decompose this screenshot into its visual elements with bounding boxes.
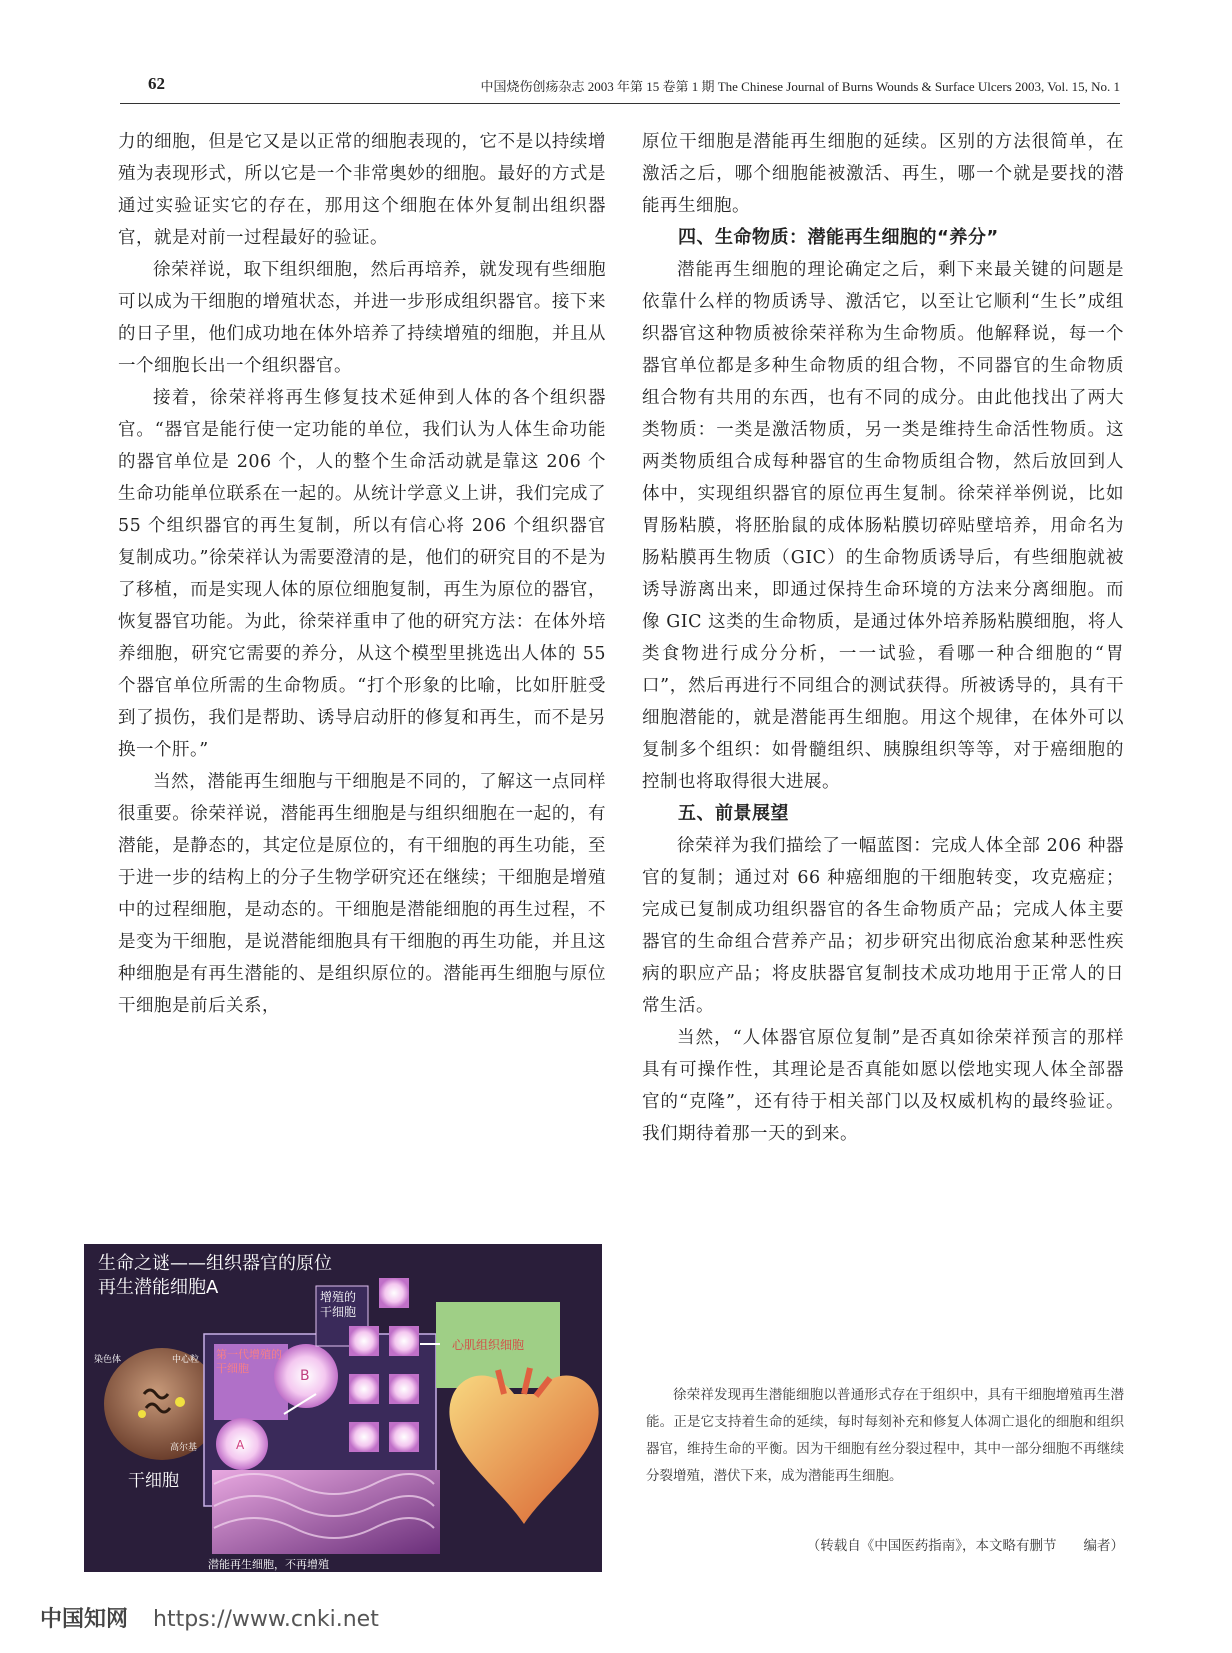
tissue-panel — [212, 1470, 440, 1554]
label-b: B — [300, 1368, 310, 1384]
label-bottom-caption: 潜能再生细胞，不再增殖 — [208, 1558, 329, 1571]
left-column — [118, 126, 606, 1022]
figure-caption: 徐荣祥发现再生潜能细胞以普通形式存在于组织中，具有干细胞增殖再生潜能。正是它支持着生命的延续，每时每刻补充和修复人体凋亡退化的细胞和组织器官，维持生命的平衡。因为干细胞有丝分裂过程中，其中一部分细胞不再继续分裂增殖，潜伏下来，成为潜能再生细胞。 — [646, 1387, 1124, 1484]
cnki-watermark — [40, 1602, 379, 1633]
label-proliferating-stem-cell: 增殖的干细胞 — [320, 1290, 357, 1319]
paragraph: 原位干细胞是潜能再生细胞的延续。区别的方法很简单，在激活之后，哪个细胞能被激活、再生，哪一个就是要找的潜能再生细胞。 — [642, 132, 1124, 216]
page-number: 62 — [148, 74, 165, 93]
label-a: A — [236, 1438, 245, 1452]
journal-running-head: 中国烧伤创疡杂志 2003 年第 15 卷第 1 期 The Chinese Journal of Burns Wounds & Surface Ulcers 2003, Vol. 15, No. 1 — [480, 79, 1120, 94]
paragraph: 当然，“人体器官原位复制”是否真如徐荣祥预言的那样具有可操作性，其理论是否真能如愿以偿地实现人体全部器官的“克隆”，还有待于相关部门以及权威机构的最终验证。我们期待着那一天的到来。 — [642, 1028, 1124, 1144]
paragraph: 接着，徐荣祥将再生修复技术延伸到人体的各个组织器官。“器官是能行使一定功能的单位，我们认为人体生命功能的器官单位是 206 个，人的整个生命活动就是靠这 206 个生命功能单位联系在一起的。从统计学意义上讲，我们完成了 55 个组织器官的再生复制，所以有信心将 206 个组织器官复制成功。”徐荣祥认为需要澄清的是，他们的研究目的不是为了移植，而是实现人体的原位细胞复制，再生为原位的器官，恢复器官功能。为此，徐荣祥重申了他的研究方法：在体外培养细胞，研究它需要的养分，从这个模型里挑选出人体的 55 个器官单位所需的生命物质。“打个形象的比喻，比如肝脏受到了损伤，我们是帮助、诱导启动肝的修复和再生，而不是另换一个肝。” — [118, 388, 606, 760]
paragraph: 潜能再生细胞的理论确定之后，剩下来最关键的问题是依靠什么样的物质诱导、激活它，以至让它顺利“生长”成组织器官这种物质被徐荣祥称为生命物质。他解释说，每一个器官单位都是多种生命物质的组合物，不同器官的生命物质组合物有共用的东西，也有不同的成分。由此他找出了两大类物质：一类是激活物质，另一类是维持生命活性物质。这两类物质组合成每种器官的生命物质组合物，然后放回到人体中，实现组织器官的原位再生复制。徐荣祥举例说，比如胃肠粘膜，将胚胎鼠的成体肠粘膜切碎贴壁培养，用命名为肠粘膜再生物质（GIC）的生命物质诱导后，有些细胞就被诱导游离出来，即通过保持生命环境的方法来分离细胞。而像 GIC 这类的生命物质，是通过体外培养肠粘膜细胞，将人类食物进行成分分析，一一试验，看哪一种合细胞的“胃口”，然后再进行不同组合的测试获得。所被诱导的，具有干细胞潜能的，就是潜能再生细胞。用这个规律，在体外可以复制多个组织：如骨髓组织、胰腺组织等等，对于癌细胞的控制也将取得很大进展。 — [642, 260, 1124, 792]
paragraph: 力的细胞，但是它又是以正常的细胞表现的，它不是以持续增殖为表现形式，所以它是一个非常奥妙的细胞。最好的方式是通过实验证实它的存在，那用这个细胞在体外复制出组织器官，就是对前一过程最好的验证。 — [118, 132, 606, 248]
section-heading-5: 五、前景展望 — [678, 803, 789, 824]
section-heading-4: 四、生命物质：潜能再生细胞的“养分” — [678, 227, 999, 248]
paragraph: 徐荣祥为我们描绘了一幅蓝图：完成人体全部 206 种器官的复制；通过对 66 种癌细胞的干细胞转变，攻克癌症；完成已复制成功组织器官的各生命物质产品；完成人体主要器官的生命组合营养产品；初步研究出彻底治愈某种恶性疾病的职应产品；将皮肤器官复制技术成功地用于正常人的日常生活。 — [642, 836, 1124, 1016]
organelle-dot — [175, 1397, 185, 1407]
label-stem-cell: 干细胞 — [128, 1471, 179, 1491]
organelle-dot — [138, 1410, 146, 1418]
right-column — [642, 126, 1124, 1150]
source-note: （转载自《中国医药指南》，本文略有删节 编者） — [806, 1538, 1124, 1554]
stem-cell-shape — [104, 1348, 220, 1460]
figure-title-line: 生命之谜——组织器官的原位 — [98, 1253, 332, 1274]
cnki-logo-text: 中国知网 — [40, 1607, 129, 1632]
paragraph: 当然，潜能再生细胞与干细胞是不同的，了解这一点同样很重要。徐荣祥说，潜能再生细胞是与组织细胞在一起的，有潜能，是静态的，其定位是原位的，有干细胞的再生功能，至于进一步的结构上的分子生物学研究还在继续；干细胞是增殖中的过程细胞，是动态的。干细胞是潜能细胞的再生过程，不是变为干细胞，是说潜能细胞具有干细胞的再生功能，并且这种细胞是有再生潜能的、是组织原位的。潜能再生细胞与原位干细胞是前后关系， — [118, 772, 606, 1016]
label-small-golgi: 高尔基 — [170, 1443, 198, 1453]
page-header — [120, 74, 1120, 104]
label-small-chromosome: 染色体 — [94, 1355, 122, 1365]
label-cardiomyocyte: 心肌组织细胞 — [452, 1338, 525, 1352]
figure-title-line: 再生潜能细胞A — [98, 1277, 219, 1298]
paragraph: 徐荣祥说，取下组织细胞，然后再培养，就发现有些细胞可以成为干细胞的增殖状态，并进一步形成组织器官。接下来的日子里，他们成功地在体外培养了持续增殖的细胞，并且从一个细胞长出一个组织器官。 — [118, 260, 606, 376]
figure-illustration — [84, 1244, 602, 1572]
cnki-url: https://www.cnki.net — [153, 1607, 379, 1632]
figure-title — [98, 1252, 332, 1300]
label-small-centriole: 中心粒 — [172, 1355, 200, 1365]
label-first-gen-stem-cell: 第一代增殖的干细胞 — [216, 1348, 282, 1375]
